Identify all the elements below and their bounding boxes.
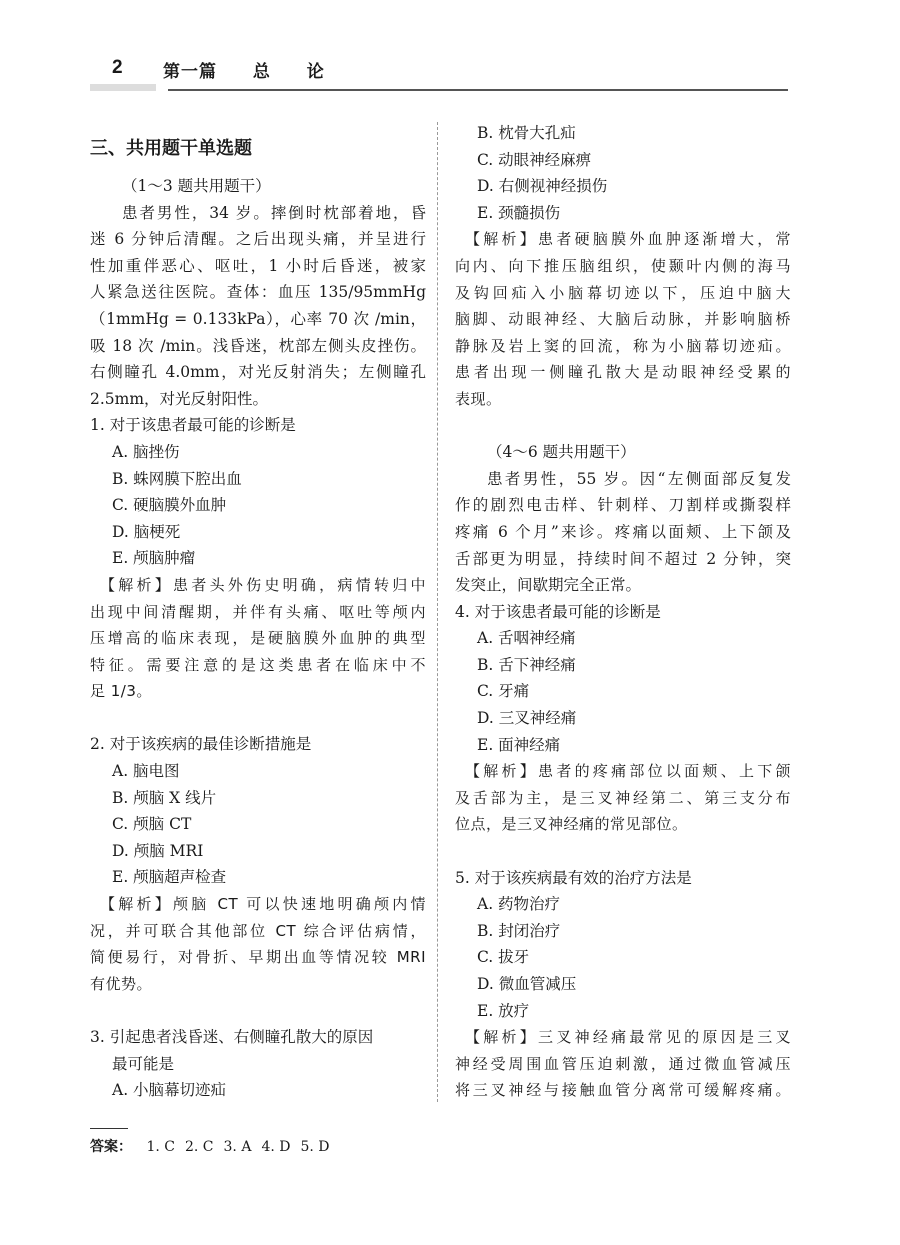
analysis-line: 位点，是三叉神经痛的常见部位。: [455, 815, 688, 834]
answer-option: B. 枕骨大孔疝: [477, 124, 576, 142]
analysis-line: 表现。: [455, 389, 502, 408]
answer-key: [90, 1136, 340, 1156]
question-text: 1. 对于该患者最可能的诊断是: [90, 416, 296, 435]
text-line: （1mmHg = 0.133kPa），心率 70 次 /min，: [90, 309, 426, 328]
title-char-2: 论: [306, 62, 325, 82]
answer-option: A. 脑挫伤: [112, 442, 180, 461]
text-line: 发突止，间歇期完全正常。: [455, 576, 642, 595]
answer-option: E. 放疗: [477, 1001, 530, 1020]
question-text: 2. 对于该疾病的最佳诊断措施是: [90, 735, 312, 754]
analysis-line: 神经受周围血管压迫刺激，通过微血管减压: [455, 1054, 791, 1073]
analysis-line: 况，并可联合其他部位 CT 综合评估病情，: [90, 921, 426, 940]
analysis-line: 特征。需要注意的是这类患者在临床中不: [90, 655, 426, 674]
analysis-line: 【解析】颅脑 CT 可以快速地明确颅内情: [100, 895, 426, 914]
answer-option: B. 颅脑 X 线片: [112, 788, 217, 807]
analysis-line: 及钩回疝入小脑幕切迹以下，压迫中脑大: [455, 283, 791, 302]
right-column: [455, 120, 791, 1104]
answer-item: 5. D: [300, 1139, 330, 1155]
answer-option: C. 牙痛: [477, 682, 530, 701]
answer-option: E. 颈髓损伤: [477, 203, 561, 222]
text-line: 最可能是: [112, 1054, 175, 1073]
analysis-line: 向内、向下推压脑组织，使颞叶内侧的海马: [455, 256, 791, 275]
answer-option: C. 动眼神经麻痹: [477, 150, 592, 169]
text-line: 作的剧烈电击样、针刺样、刀割样或撕裂样: [455, 496, 791, 515]
analysis-line: 脑脚、动眼神经、大脑后动脉，并影响脑桥: [455, 310, 791, 329]
answer-item: 3. A: [223, 1139, 252, 1155]
analysis-line: 静脉及岩上窦的回流，称为小脑幕切迹疝。: [455, 336, 791, 355]
text-line: 2.5mm，对光反射阳性。: [90, 389, 269, 408]
analysis-line: 简便易行，对骨折、早期出血等情况较 MRI: [90, 948, 426, 967]
answer-option: A. 脑电图: [112, 762, 180, 781]
analysis-line: 及舌部为主，是三叉神经第二、第三支分布: [455, 788, 791, 807]
analysis-line: 【解析】患者的疼痛部位以面颊、上下颌: [465, 762, 791, 781]
answer-option: B. 封闭治疗: [477, 921, 561, 940]
text-line: 右侧瞳孔 4.0mm，对光反射消失；左侧瞳孔: [90, 363, 426, 382]
question-text: 5. 对于该疾病最有效的治疗方法是: [455, 868, 692, 887]
analysis-line: 足 1/3。: [90, 682, 152, 701]
analysis-line: 有优势。: [90, 974, 153, 993]
title-char-1: 总: [252, 62, 271, 82]
text-line: 性加重伴恶心、呕吐，1 小时后昏迷，被家: [90, 256, 426, 275]
blank-line: [455, 838, 791, 865]
answer-option: D. 三叉神经痛: [477, 709, 577, 728]
column-divider: [437, 122, 438, 1102]
text-line: 舌部更为明显，持续时间不超过 2 分钟，突: [455, 549, 791, 568]
text-line: 人紧急送往医院。查体：血压 135/95mmHg: [90, 283, 426, 302]
answer-option: C. 拔牙: [477, 948, 530, 967]
text-line: 患者男性，34 岁。摔倒时枕部着地，昏: [122, 203, 426, 222]
answer-option: D. 微血管减压: [477, 975, 577, 993]
question-text: 3. 引起患者浅昏迷、右侧瞳孔散大的原因: [90, 1028, 374, 1046]
answer-option: E. 面神经痛: [477, 735, 561, 754]
left-column: [90, 173, 426, 1104]
page-number: 2: [112, 57, 123, 78]
answer-label: 答案：: [90, 1139, 132, 1155]
answer-option: D. 颅脑 MRI: [112, 841, 204, 860]
text-line: 疼痛 6 个月”来诊。疼痛以面颊、上下颌及: [455, 522, 791, 541]
blank-line: [455, 413, 791, 440]
answer-option: E. 颅脑超声检查: [112, 868, 227, 887]
answer-option: D. 右侧视神经损伤: [477, 177, 608, 196]
answer-option: D. 脑梗死: [112, 522, 181, 541]
blank-line: [90, 705, 426, 732]
chapter-title: [163, 57, 325, 82]
analysis-line: 患者出现一侧瞳孔散大是动眼神经受累的: [455, 363, 791, 382]
text-line: （4～6 题共用题干）: [487, 443, 636, 462]
answer-option: B. 蛛网膜下腔出血: [112, 469, 242, 488]
blank-line: [90, 997, 426, 1024]
answer-option: C. 颅脑 CT: [112, 815, 192, 834]
text-line: 迷 6 分钟后清醒。之后出现头痛，并呈进行: [90, 230, 426, 249]
answer-rule: [90, 1128, 128, 1129]
answer-option: C. 硬脑膜外血肿: [112, 496, 227, 515]
analysis-line: 压增高的临床表现，是硬脑膜外血肿的典型: [90, 629, 426, 648]
answer-option: A. 药物治疗: [477, 895, 561, 914]
answer-option: A. 小脑幕切迹疝: [112, 1081, 227, 1100]
text-line: 吸 18 次 /min。浅昏迷，枕部左侧头皮挫伤。: [90, 336, 426, 355]
text-line: （1～3 题共用题干）: [122, 177, 271, 195]
header-rule: [168, 89, 788, 91]
answer-item: 1. C: [146, 1139, 175, 1155]
analysis-line: 【解析】三叉神经痛最常见的原因是三叉: [465, 1028, 791, 1047]
analysis-line: 【解析】患者硬脑膜外血肿逐渐增大，常: [465, 230, 791, 249]
section-heading: 三、共用题干单选题: [90, 138, 252, 159]
analysis-line: 【解析】患者头外伤史明确，病情转归中: [100, 575, 426, 594]
text-line: 患者男性，55 岁。因“左侧面部反复发: [487, 469, 791, 488]
answer-option: E. 颅脑肿瘤: [112, 549, 196, 568]
analysis-line: 出现中间清醒期，并伴有头痛、呕吐等颅内: [90, 602, 426, 621]
analysis-line: 将三叉神经与接触血管分离常可缓解疼痛。: [455, 1081, 791, 1100]
answer-item: 4. D: [261, 1139, 291, 1155]
answer-option: B. 舌下神经痛: [477, 655, 576, 674]
answer-item: 2. C: [184, 1139, 214, 1155]
answer-option: A. 舌咽神经痛: [477, 629, 576, 648]
part-label: 第一篇: [163, 62, 217, 82]
question-text: 4. 对于该患者最可能的诊断是: [455, 602, 661, 621]
header-grey-bar: [90, 84, 156, 91]
